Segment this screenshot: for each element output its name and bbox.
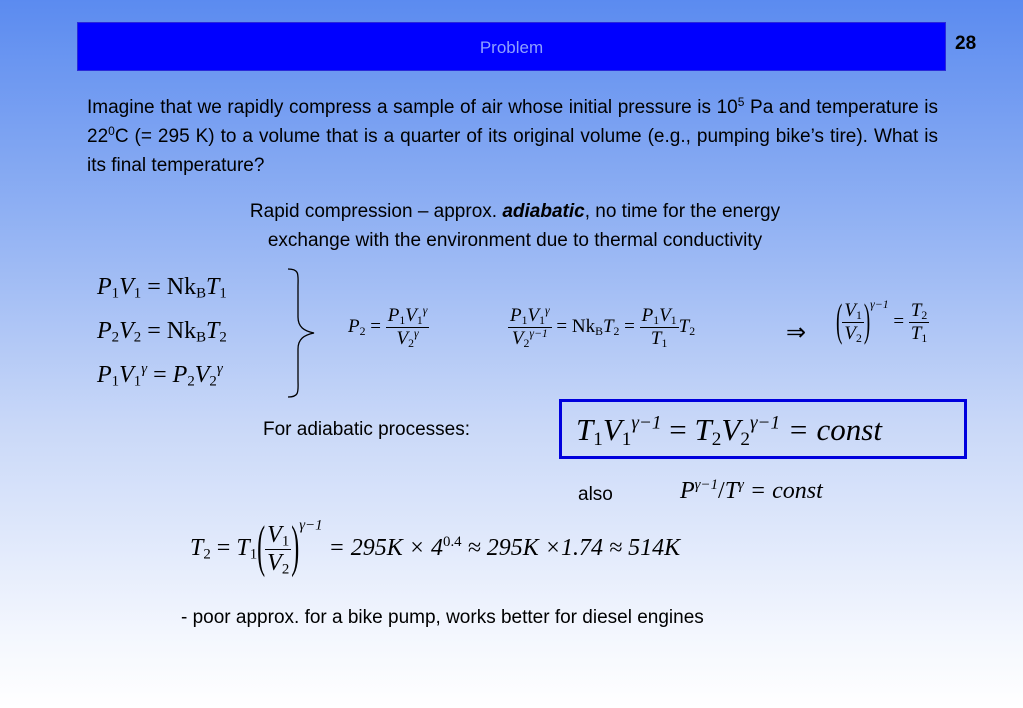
boxed-adiabatic-law — [559, 399, 967, 459]
title-bar — [77, 22, 946, 71]
gamma-sup-6: γ — [738, 477, 744, 494]
note-line1-post: , no time for the energy — [584, 201, 781, 222]
chain-expression: $\frac{P_1V_1^\gamma}{V_2^{\gamma-1}}$ = $Nk_BT_2$ = $\frac{P_1V_1}{T_1}$ $T_2$ — [510, 303, 696, 350]
gamma-m1-sup-6: γ−1 — [299, 517, 323, 534]
final-v-ratio: $\frac{V_1}{V_2}$ — [267, 522, 290, 578]
footnote: - poor approx. for a bike pump, works better for diesel engines — [181, 607, 704, 628]
gamma-m1-sup-4: γ−1 — [749, 412, 781, 434]
note-keyword: adiabatic — [502, 201, 585, 222]
also-slash: / — [718, 478, 725, 504]
equation-state-1: $P_1V_1 = Nk_BT_1$ — [97, 274, 227, 302]
eq-nk: = Nk — [147, 274, 197, 300]
problem-sup-a: 5 — [737, 95, 745, 109]
gamma-sup-2: γ — [216, 361, 223, 378]
ratio-expression: ( $\frac{V_1}{V_2}$ )$^{\gamma-1}$ = $\frac{T_2}{T_1}$ — [836, 296, 928, 347]
chain-fraction-1: $\frac{P_1V_1^\gamma}{V_2^{\gamma-1}}$ — [510, 303, 550, 350]
chain-eq: = — [624, 315, 635, 337]
t-ratio-fraction: $\frac{T_2}{T_1}$ — [910, 300, 928, 345]
gamma-m1-sup-5: γ−1 — [694, 477, 719, 494]
equation-state-2: $P_2V_2 = Nk_BT_2$ — [97, 318, 227, 346]
eq-sign: = — [153, 362, 167, 388]
gamma-sup-3: γ — [422, 303, 428, 317]
slide-title: Problem — [479, 38, 544, 57]
curly-brace-icon — [286, 265, 318, 401]
gamma-sup-4: γ — [413, 326, 419, 340]
box-eq: = — [669, 412, 687, 447]
note-line2: exchange with the environment due to thermal conductivity — [267, 230, 763, 251]
also-equation: $P^{\gamma-1}/T^\gamma$ = const — [680, 477, 823, 504]
gamma-sup: γ — [141, 361, 148, 378]
box-const: = const — [787, 412, 882, 447]
adiabatic-note — [150, 197, 880, 255]
final-computation: $T_2 = T_1$( $\frac{V_1}{V_2}$ )$^{\gamma-1} = 295K \times 4^{0.4} \approx 295K \times 1.74 \approx 514K$ — [190, 517, 681, 580]
v-ratio-fraction: $\frac{V_1}{V_2}$ — [844, 300, 862, 345]
ratio-eq: = — [893, 310, 905, 332]
final-tail: ≈ 295K ×1.74 ≈ 514K — [467, 535, 681, 562]
chain-nk: = Nk — [556, 315, 596, 337]
p2-expression: $P_2$ = $\frac{P_1V_1^\gamma}{V_2^\gamma}$ — [348, 303, 428, 350]
problem-text-a: Imagine that we rapidly compress a sample of air whose initial pressure is 10 — [87, 97, 738, 118]
p2-fraction: $\frac{P_1V_1^\gamma}{V_2^\gamma}$ — [387, 303, 428, 350]
problem-statement — [87, 93, 938, 180]
problem-text-c: C (= 295 K) to a volume that is a quarter of its original volume (e.g., pumping bike’s tire). What is its final temperature? — [87, 126, 938, 176]
gamma-m1-sup: γ−1 — [529, 326, 548, 340]
gamma-sup-5: γ — [545, 303, 550, 317]
gamma-m1-sup-3: γ−1 — [631, 412, 662, 434]
equation-adiabat: $P_1V_1^\gamma = P_2V_2^\gamma$ — [97, 361, 223, 390]
eq-nk-2: = Nk — [147, 318, 197, 344]
also-label: also — [578, 484, 613, 505]
problem-text-b: Pa and temperature is 22 — [87, 97, 939, 147]
for-adiabatic-label: For adiabatic processes: — [263, 419, 470, 440]
final-eq: = — [216, 535, 231, 562]
final-rhs: = 295K × 4 — [328, 535, 443, 562]
also-const: = const — [749, 478, 823, 504]
page-number: 28 — [955, 33, 977, 54]
problem-sup-b: 0 — [108, 124, 115, 138]
implies-arrow-icon: ⇒ — [786, 320, 807, 346]
gamma-m1-sup-2: γ−1 — [870, 298, 889, 312]
chain-fraction-2: $\frac{P_1V_1}{T_1}$ — [641, 305, 677, 350]
boxed-equation: $T_1V_1^{\gamma-1} = T_2V_2^{\gamma-1}$ = const — [576, 412, 882, 450]
final-exponent: 0.4 — [443, 534, 462, 551]
note-line1-pre: Rapid compression – approx. — [249, 201, 503, 222]
